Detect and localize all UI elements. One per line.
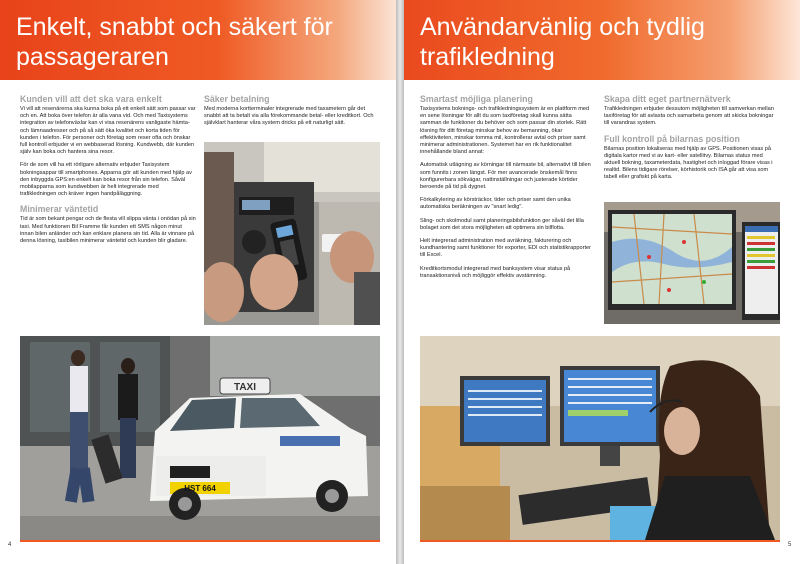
right-page-title: Användarvänlig och tydlig trafikledning	[420, 13, 705, 71]
paragraph: Sling- och skolmodul samt planeringsbilsfunktion ger såväl det lilla bolaget som det stora möjligheten att optimera sin bilflotta.	[420, 217, 584, 231]
left-column-2	[204, 94, 380, 134]
taxi-roof-sign: TAXI	[233, 382, 257, 393]
paragraph: Bilarnas position lokaliseras med hjälp av GPS. Positionen visas på digitala kartor med vi av kart- eller satellitvy. Bilarnas status med aktuell bokning, taxameterdata, hastighet och inloggad förare visas i realtid. Bilens tidigare rörelser, körhistorik och ISA går att visa som tabell eller grafiskt på karta.	[604, 145, 773, 181]
paragraph: Automatisk utlägning av körningar till närmaste bil, alternativt till bilen som funnits i zonen längst. För mer avancerade önskemål finns konfigurerbara sökvägar, nattinställningar och justerade körtider beroende på tid på dygnet.	[420, 162, 591, 191]
right-page-number: 5	[788, 542, 792, 548]
paragraph: Trafikledningen erbjuder dessutom möjligheten till samverkan mellan taxiföretag för att avlasta och samarbeta genom att skicka bokningar till varandras system.	[604, 106, 774, 127]
heading-betalning: Säker betalning	[204, 94, 270, 104]
left-column-1	[20, 94, 196, 251]
paragraph: Tid är som bekant pengar och de flesta vill slippa vänta i onödan på sin taxi. Med funktionen Bil Framme får kunden ett SMS någon minut innan bilen anländer och kan enklare planera sin tid. Alla är vinnare på denna lösning, taxibilen minimerar väntetid och kunden blir gladare.	[20, 216, 196, 245]
left-banner	[0, 0, 396, 80]
right-footer-rule	[420, 540, 780, 542]
map-screens-photo	[604, 202, 780, 324]
left-page-title: Enkelt, snabbt och säkert för passageraren	[16, 13, 333, 71]
operator-photo	[420, 336, 780, 540]
paragraph: Taxisystems boknings- och trafikledningssystem är en plattform med en sene lösningar för allt du som taxiföretag skall kunna sätta samman de funktioner du behöver och som passar din storlek. Rätt lösning för ditt företag minskar behov av bemanning, ökar effektiviteten, minskar tomma mil, kontrollerar avtal och priser samt minimerar administrationen. Systemet har en rik funktionalitet innehållande bland annat:	[420, 106, 590, 156]
right-page	[404, 0, 800, 564]
paragraph: Med moderna kortterminaler integrerade med taxametern går det snabbt att ta betalt via alla förekommande betal- eller kreditkort. Och självklart hanterar våra system dricks på ett naturligt sätt.	[204, 106, 374, 127]
paragraph: Förkalkylering av körsträckor, tider och priser samt den unika automatiska beräkningen av "snart ledig".	[420, 197, 571, 211]
taxi-license-plate: HST 664	[184, 484, 216, 493]
card-terminal-photo	[204, 142, 380, 325]
left-page-number: 4	[8, 542, 12, 548]
heading-full-kontroll: Full kontroll på bilarnas position	[604, 133, 740, 144]
taxi-photo	[20, 336, 380, 540]
heading-partnernatverk: Skapa ditt eget partnernätverk	[604, 94, 731, 104]
left-footer-rule	[20, 540, 380, 542]
heading-kunden: Kunden vill att det ska vara enkelt	[20, 94, 162, 104]
paragraph: Kreditkortsmodul integrerad med banksystem visar status på transaktionsnivå och möjliggör effektiv avstämning.	[420, 265, 571, 279]
paragraph: Helt integrerad administration med avräkning, fakturering och kundhantering samt funktioner för exporter, EDI och statistikrapporter till Excel.	[420, 238, 592, 259]
left-page	[0, 0, 396, 564]
right-column-1	[420, 94, 592, 286]
book-spine	[396, 0, 404, 564]
right-banner	[404, 0, 800, 80]
heading-planering: Smartast möjliga planering	[420, 94, 533, 104]
paragraph: För de som vill ha ett rörligare alternativ erbjuder Taxisystem bokningsappar till smartphones. Apparna gör att kunden med hjälp av den inbyggda GPS:en enkelt kan boka resor från sin telefon. Såväl mobilapparna som kundwebben är helt integrerade med trafikledningen och kräver ingen handpåläggning.	[20, 162, 192, 198]
paragraph: Vi vill att resenärerna ska kunna boka på ett enkelt sätt som passar var och en. Att boka över telefon är alla vana vid. Och med Taxisystems integration av telefonväxlar kan vi visa resenärens vanligaste hämta- och lämnaadresser och på så sätt öka kvalitet och korta tiden för kunden i telefon. För personer och företag som reser ofta och önskar full kontroll erbjuder vi en webbaserad lösning. Kundwebb, där kunden själv kan boka och hantera sina resor.	[20, 106, 196, 156]
heading-vantetid: Minimerar väntetid	[20, 204, 99, 215]
right-column-2	[604, 94, 780, 188]
